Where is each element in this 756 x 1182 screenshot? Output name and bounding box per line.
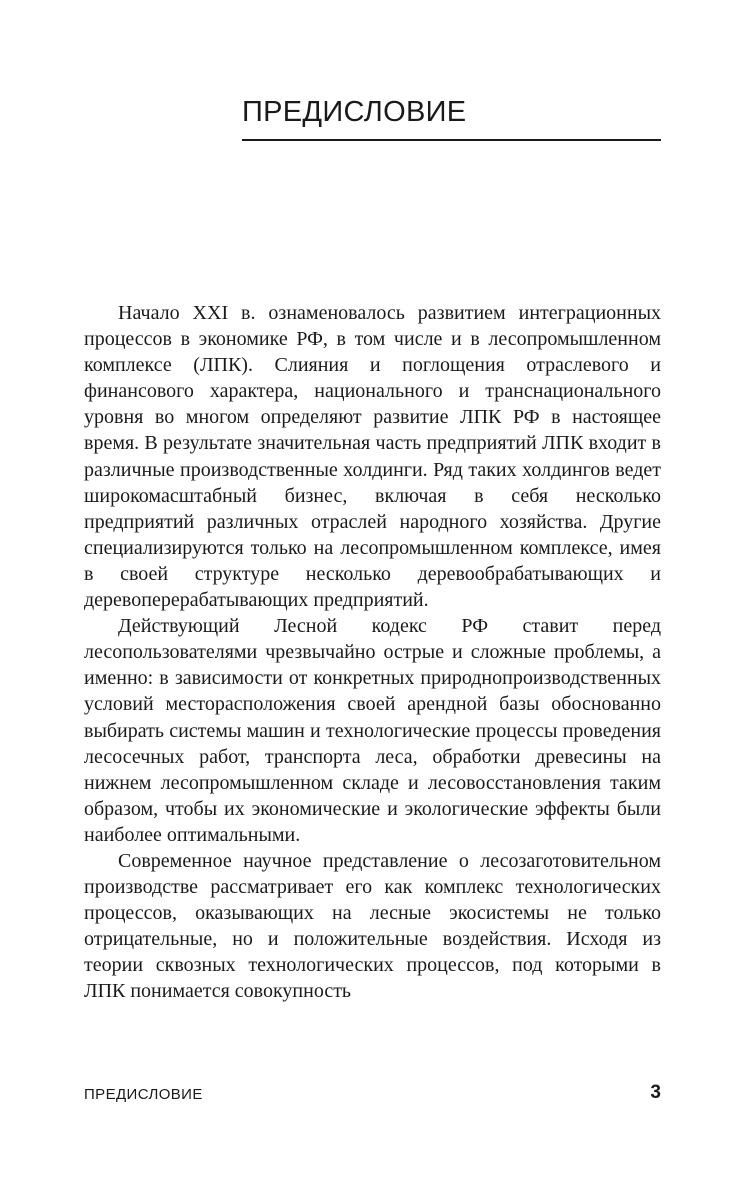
- paragraph: Действующий Лесной кодекс РФ ставит перед лесопользователями чрезвычайно острые и сложные проблемы, а именно: в зависимости от конкретных природнопроизводственных условий месторасположения своей арендной базы обоснованно выбирать системы машин и технологические процессы проведения лесосечных работ, транспорта леса, обработки древесины на нижнем лесопромышленном складе и лесовосстановления таким образом, чтобы их экономические и экологические эффекты были наиболее оптимальными.: [84, 615, 661, 846]
- paragraph: Начало XXI в. ознаменовалось развитием интеграционных процессов в экономике РФ, в том числе и в лесопромышленном комплексе (ЛПК). Слияния и поглощения отраслевого и финансового характера, национального и транснационального уровня во многом определяют развитие ЛПК РФ в настоящее время. В результате значительная часть предприятий ЛПК входит в различные производственные холдинги. Ряд таких холдингов ведет широкомасштабный бизнес, включая в себя несколько предприятий различных отраслей народного хозяйства. Другие специализируются только на лесопромышленном комплексе, имея в своей структуре несколько деревообрабатывающих и деревоперерабатывающих предприятий.: [84, 302, 661, 612]
- body-text: [84, 300, 661, 1005]
- paragraph: Современное научное представление о лесозаготовительном производстве рассматривает его как комплекс технологических процессов, оказывающих на лесные экосистемы не только отрицательные, но и положительные воздействия. Исходя из теории сквозных технологических процессов, под которыми в ЛПК понимается совокупность: [84, 849, 661, 1003]
- chapter-title: ПРЕДИСЛОВИЕ: [242, 96, 467, 128]
- page-footer: [84, 1082, 661, 1106]
- running-head: ПРЕДИСЛОВИЕ: [84, 1086, 203, 1103]
- title-underline: [242, 139, 661, 141]
- page-number: 3: [650, 1082, 661, 1103]
